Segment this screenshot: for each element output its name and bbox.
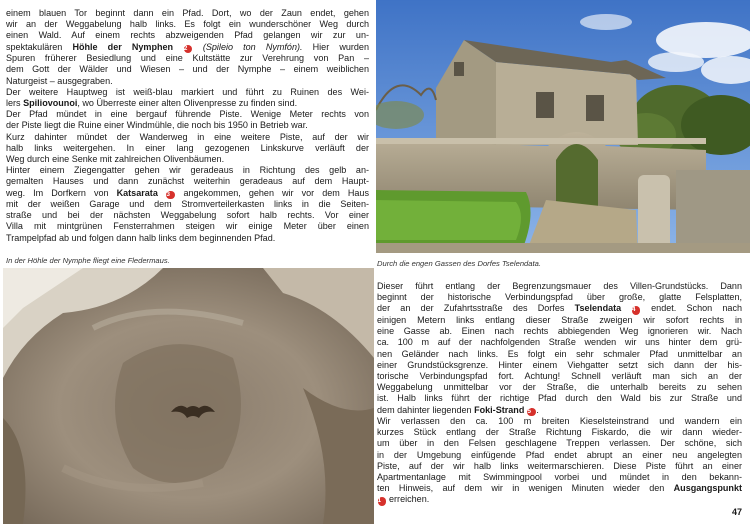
place-name: Ausgangspunkt — [673, 483, 742, 494]
place-name: Foki-Strand — [474, 404, 525, 415]
text-line: einer Grundstücksgrenze. Hinter einem Viehgatter setzt sich dann der his- — [377, 359, 742, 370]
text-line: dem Gott der Wälder und Wiesen – und der Nymphe – einem weiblichen — [6, 64, 369, 75]
right-column-text — [377, 281, 742, 506]
text-line: ten Hinweis, auf dem wir in wenigen Minuten wieder den Ausgangspunkt — [377, 483, 742, 494]
village-photo — [376, 0, 750, 253]
text-line: der an der Zufahrtsstraße des Dorfes Tselendata 4 endet. Schon nach — [377, 303, 743, 314]
text-line: eine Gasse ab. Einen nach rechts abbiegenden Weg ignorieren wir. Nach — [377, 326, 742, 337]
greek-name: (Spileio ton Nymfón). — [202, 41, 303, 52]
text-line: einen Wald. Auf einem rechts abzweigenden Pfad gelangen wir zur un- — [6, 30, 369, 41]
text-line: Hinter einem Ziegengatter gehen wir geradeaus in Richtung des gelb an- — [6, 165, 369, 176]
text-line: spektakulären Höhle der Nymphen 2 (Spileio ton Nymfón). Hier wurden — [6, 41, 369, 52]
waypoint-marker: 4 — [632, 306, 641, 315]
cave-photo-caption: In der Höhle der Nymphe fliegt eine Fledermaus. — [6, 256, 170, 265]
place-name: Höhle der Nymphen — [72, 41, 174, 52]
text-line: 1 erreichen. — [377, 494, 430, 505]
text-line: kurzes Stück entlang der Straße Richtung Fiskardo, die wir dann wieder- — [377, 427, 742, 438]
text-line: Der weitere Hauptweg ist weiß-blau markiert und führt zu Ruinen des Wei- — [6, 86, 369, 97]
cave-illustration — [3, 268, 374, 524]
cave-photo — [3, 268, 374, 524]
text-line: ist. Halb links führt der richtige Pfad durch den Wald bis zur Straße und — [377, 393, 742, 404]
text-line: beginnt der historische Verbindungspfad über große, glatte Felsplatten, — [377, 292, 742, 303]
village-illustration — [376, 0, 750, 253]
place-name: Spiliovounoi — [23, 97, 78, 108]
text-line: nen Geländer nach links. Es folgt ein sehr schmaler Pfad unmittelbar an — [377, 348, 742, 359]
place-name: Tselendata — [574, 303, 622, 314]
text-line: Weg durch eine Senke mit zahlreichen Olivenbäumen. — [6, 153, 225, 164]
text-line: gemalten Hauses und dann zunächst weiterhin geradeaus auf dem Haupt- — [6, 176, 369, 187]
text-line: einem blauen Tor beginnt dann ein Pfad. Dort, wo der Zaun endet, gehen — [6, 8, 369, 18]
text-line: in der Umgebung einfügende Pfad endet abrupt an einer neu angelegten — [377, 449, 742, 460]
text-line: torische Verbindungspfad fort. Achtung! Schnell verläuft man sich an der — [377, 370, 742, 381]
text-line: wir an der Weggabelung halb links. Es folgt ein wunderschöner Weg durch — [6, 19, 369, 30]
place-name: Katsarata — [116, 187, 158, 198]
text-line: um über in den Felsen geschlagene Treppen verlassen. Der schöne, sich — [377, 438, 742, 449]
waypoint-marker: 3 — [166, 191, 175, 200]
text-line: Wir verlassen den ca. 100 m breiten Kieselsteinstrand und wandern ein — [377, 416, 742, 427]
waypoint-marker: 1 — [378, 497, 387, 506]
text-line: ca. 100 m auf der nachfolgenden Straße wenden wir uns hinter dem grü- — [377, 337, 742, 348]
text-line: dem dahinter liegenden Foki-Strand 5 . — [377, 404, 539, 415]
text-line: Weggabelung unmittelbar vor der Straße, die unterhalb bereits zu sehen — [377, 382, 742, 393]
text-line: Naturgeist – ausgegraben. — [6, 75, 113, 86]
waypoint-marker: 5 — [527, 408, 536, 417]
text-line: Spuren früherer Besiedlung und eine Kultstätte zur Verehrung von Pan – — [6, 53, 369, 64]
text-line: Villa mit mintgrünen Fensterrahmen steigen wir einige Meter über einen — [6, 221, 369, 232]
text-line: Der Pfad mündet in eine bergauf führende Piste. Wenige Meter rechts von — [6, 109, 369, 120]
page-number: 47 — [731, 507, 742, 517]
text-line: Dieser führt entlang der Begrenzungsmauer des Villen-Grundstücks. Dann — [377, 281, 742, 291]
text-line: Trampelpfad ab und folgen dann halb links dem beginnenden Pfad. — [6, 232, 276, 243]
text-line: straße und bei der nächsten Weggabelung sofort halb rechts. Vor einer — [6, 210, 369, 221]
text-line: weg. Im Dorfkern von Katsarata 3 angekommen, gehen wir vor dem Haus — [6, 187, 369, 198]
left-column-text — [6, 8, 369, 244]
waypoint-marker: 2 — [184, 45, 193, 54]
text-line: einigen Metern links entlang dieser Straße zweigen wir sofort rechts in — [377, 314, 742, 325]
text-line: mit der weißen Garage und dem Stromverteilerkasten links in die Seiten- — [6, 199, 369, 210]
text-line: Piste, auf der wir halb links weitermarschieren. Diese Piste führt an einer — [377, 460, 742, 471]
text-line: halb links weitergehen. In einer lang gezogenen Linkskurve verläuft der — [6, 142, 369, 153]
text-line: Apartmentanlage mit Swimmingpool vorbei und mündet in den bekann- — [377, 472, 742, 483]
text-line: Kurz dahinter mündet der Wanderweg in eine weitere Piste, auf der wir — [6, 131, 369, 142]
text-line: lers Spiliovounoi, wo Überreste einer alten Olivenpresse zu finden sind. — [6, 97, 298, 108]
village-photo-caption: Durch die engen Gassen des Dorfes Tselendata. — [377, 259, 541, 268]
text-line: der Piste liegt die Ruine einer Windmühle, die noch bis 1950 in Betrieb war. — [6, 120, 308, 131]
